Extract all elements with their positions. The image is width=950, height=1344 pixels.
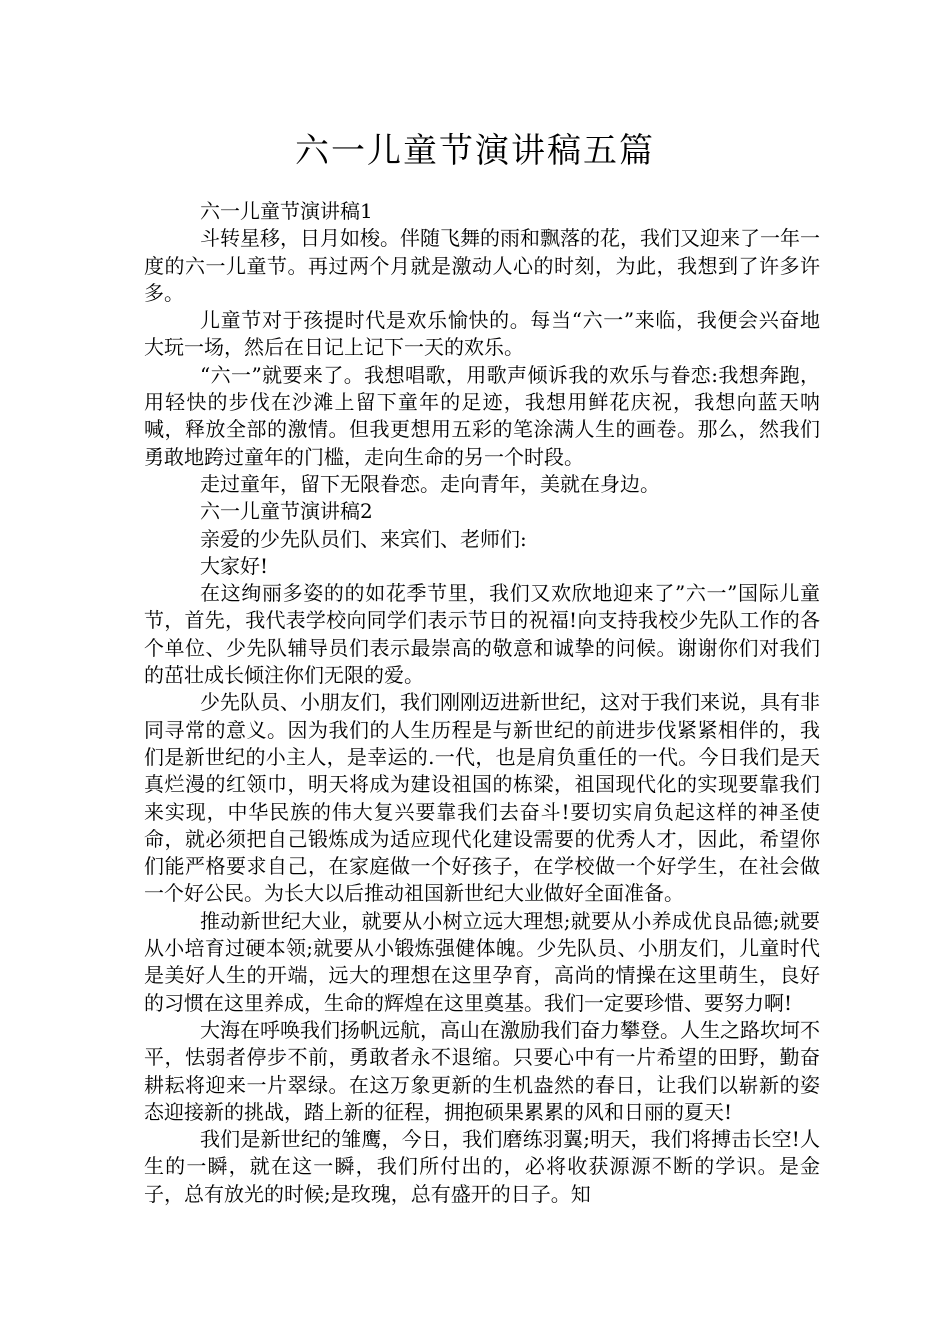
paragraph: 在这绚丽多姿的的如花季节里，我们又欢欣地迎来了”六一”国际儿童节，首先，我代表学校向同学们表示节日的祝福!向支持我校少先队工作的各个单位、少先队辅导员们表示最崇高的敬意和诚挚的问候。谢谢你们对我们的茁壮成长倾注你们无限的爱。 bbox=[144, 581, 820, 688]
paragraph: 走过童年，留下无限眷恋。走向青年，美就在身边。 bbox=[200, 471, 660, 496]
document-title: 六一儿童节演讲稿五篇 bbox=[295, 131, 655, 171]
paragraph: 儿童节对于孩提时代是欢乐愉快的。每当“六一”来临，我便会兴奋地大玩一场，然后在日记上记下一天的欢乐。 bbox=[144, 308, 820, 360]
paragraph-heading-1: 六一儿童节演讲稿1 bbox=[200, 199, 373, 223]
paragraph: 大海在呼唤我们扬帆远航，高山在激励我们奋力攀登。人生之路坎坷不平，怯弱者停步不前，勇敢者永不退缩。只要心中有一片希望的田野，勤奋耕耘将迎来一片翠绿。在这万象更新的生机盎然的春日，让我们以崭新的姿态迎接新的挑战，踏上新的征程，拥抱硕果累累的风和日丽的夏天! bbox=[144, 1017, 820, 1124]
paragraph-salutation: 大家好! bbox=[200, 553, 269, 578]
paragraph-greeting: 亲爱的少先队员们、来宾们、老师们: bbox=[200, 526, 527, 551]
paragraph-heading-2: 六一儿童节演讲稿2 bbox=[200, 499, 373, 524]
document-body bbox=[144, 198, 820, 1208]
paragraph: 我们是新世纪的雏鹰，今日，我们磨练羽翼;明天，我们将搏击长空!人生的一瞬，就在这一瞬，我们所付出的，必将收获源源不断的学识。是金子，总有放光的时候;是玫瑰，总有盛开的日子。知 bbox=[144, 1127, 820, 1206]
paragraph: 少先队员、小朋友们，我们刚刚迈进新世纪，这对于我们来说，具有非同寻常的意义。因为我们的人生历程是与新世纪的前进步伐紧紧相伴的，我们是新世纪的小主人，是幸运的.一代，也是肩负重任的一代。今日我们是天真烂漫的红领巾，明天将成为建设祖国的栋梁，祖国现代化的实现要靠我们来实现，中华民族的伟大复兴要靠我们去奋斗!要切实肩负起这样的神圣使命，就必须把自己锻炼成为适应现代化建设需要的优秀人才，因此，希望你们能严格要求自己，在家庭做一个好孩子，在学校做一个好学生，在社会做一个好公民。为长大以后推动祖国新世纪大业做好全面准备。 bbox=[144, 690, 820, 906]
paragraph: 斗转星移，日月如梭。伴随飞舞的雨和飘落的花，我们又迎来了一年一度的六一儿童节。再过两个月就是激动人心的时刻，为此，我想到了许多许多。 bbox=[144, 226, 820, 305]
paragraph: 推动新世纪大业，就要从小树立远大理想;就要从小养成优良品德;就要从小培育过硬本领;就要从小锻炼强健体魄。少先队员、小朋友们，儿童时代是美好人生的开端，远大的理想在这里孕育，高尚的情操在这里萌生，良好的习惯在这里养成，生命的辉煌在这里奠基。我们一定要珍惜、要努力啊! bbox=[144, 908, 820, 1015]
paragraph: “六一”就要来了。我想唱歌，用歌声倾诉我的欢乐与眷恋:我想奔跑，用轻快的步伐在沙滩上留下童年的足迹，我想用鲜花庆祝，我想向蓝天呐喊，释放全部的激情。但我更想用五彩的笔涂满人生的画卷。那么，然我们勇敢地跨过童年的门槛，走向生命的另一个时段。 bbox=[144, 362, 820, 469]
